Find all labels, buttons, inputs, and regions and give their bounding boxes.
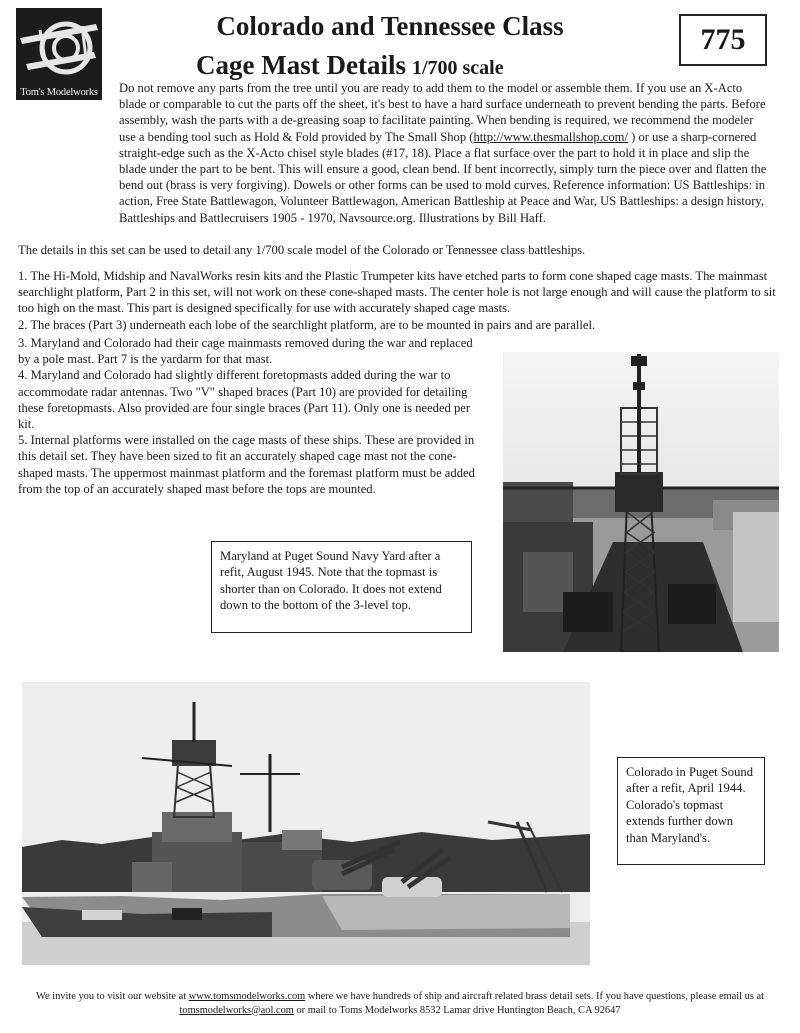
intro-text xyxy=(18,80,770,226)
logo-label: Tom's Modelworks xyxy=(20,87,98,98)
biplane-logo-icon xyxy=(16,8,102,88)
notes-narrow xyxy=(18,335,480,497)
maryland-caption: Maryland at Puget Sound Navy Yard after a refit, August 1945. Note that the topmast is shorter than on Colorado. It does not extend down to the bottom of the 3-level top. xyxy=(211,541,472,633)
smallshop-link[interactable]: http://www.thesmallshop.com/ xyxy=(473,129,628,144)
footer-text: We invite you to visit our website at xyxy=(36,991,189,1002)
note-item: 5. Internal platforms were installed on the cage masts of these ships. These are provided in this detail set. They have been sized to fit an accurately shaped cage mast not the cone-shaped masts. The uppermost mainmast platform and the foremast platform must be added from the top of an accurately shaped mast before the tops are mounted. xyxy=(18,433,475,496)
page-title: Colorado and Tennessee Class xyxy=(216,11,564,41)
email-link[interactable]: tomsmodelworks@aol.com xyxy=(179,1004,294,1016)
maryland-mast-photo xyxy=(503,352,779,652)
colorado-ship-photo xyxy=(22,682,590,965)
scale-label: 1/700 scale xyxy=(411,57,504,79)
note-item: 3. Maryland and Colorado had their cage mainmasts removed during the war and replaced by a pole mast. Part 7 is the yardarm for that mast. xyxy=(18,336,473,367)
subtitle-text: Cage Mast Details xyxy=(196,50,406,80)
note-item: 2. The braces (Part 3) underneath each lobe of the searchlight platform, are to be mounted in pairs and are parallel. xyxy=(18,317,596,332)
intro-part2: ) or use a sharp-cornered straight-edge such as the X-Acto chisel style blades (#17, 18). Place a flat surface over the part to hold it in place and slip the blade under the part to be bent. This will ensure a good, clean bend. If bent incorrectly, simply turn the piece over and flatten the bend out (brass is very forgiving). Dowels or other forms can be used to mold curves. Reference information: US Battleships: in action, Free State Battlewagon, Volunteer Battlewagon, American Battleship at Peace and War, US Battleships: a design history, Battleships and Battlecruisers 1905 - 1970, Navsource.org. Illustrations by Bill Haff. xyxy=(119,129,767,225)
footer-address: or mail to Toms Modelworks 8532 Lamar drive Huntington Beach, CA 92647 xyxy=(293,1004,621,1016)
footer xyxy=(0,990,800,1017)
colorado-caption: Colorado in Puget Sound after a refit, April 1944. Colorado's topmast extends further down than Maryland's. xyxy=(617,757,765,865)
intro-part1: Do not remove any parts from the tree until you are ready to add them to the model or assemble them. If you use an X-Acto blade or comparable to cut the parts off the sheet, it's best to have a hard surface underneath to prevent bending the parts. Before assembly, wash the parts with a de-greasing soap to facilitate painting. When bending is required, we recommend the modeler use a bending tool such as Hold & Fold provided by The Small Shop ( xyxy=(119,81,766,144)
footer-text: where we have hundreds of ship and aircraft related brass detail sets. If you have questions, please email us at xyxy=(305,991,764,1002)
note-item: 4. Maryland and Colorado had slightly different foretopmasts added during the war to accommodate radar antennas. Two "V" shaped braces (Part 10) are provided for detailing these foretopmasts. Also provided are four single braces (Part 11). Only one is needed per kit. xyxy=(18,368,471,432)
note-item: 1. The Hi-Mold, Midship and NavalWorks resin kits and the Plastic Trumpeter kits have etched parts to form cone shaped cage masts. The mainmast searchlight platform, Part 2 in this set, will not work on these cone-shaped masts. The center hole is not large enough and will cause the platform to sit too high on the mast. This part is designed specifically for use with accurately shaped cage masts. xyxy=(18,269,776,316)
website-link[interactable]: www.tomsmodelworks.com xyxy=(188,991,306,1002)
intro-paragraph xyxy=(18,80,770,226)
notes-full-width xyxy=(18,268,788,333)
part-number-badge: 775 xyxy=(679,14,767,66)
details-paragraph: The details in this set can be used to detail any 1/700 scale model of the Colorado or Tennessee class battleships. xyxy=(18,243,586,257)
